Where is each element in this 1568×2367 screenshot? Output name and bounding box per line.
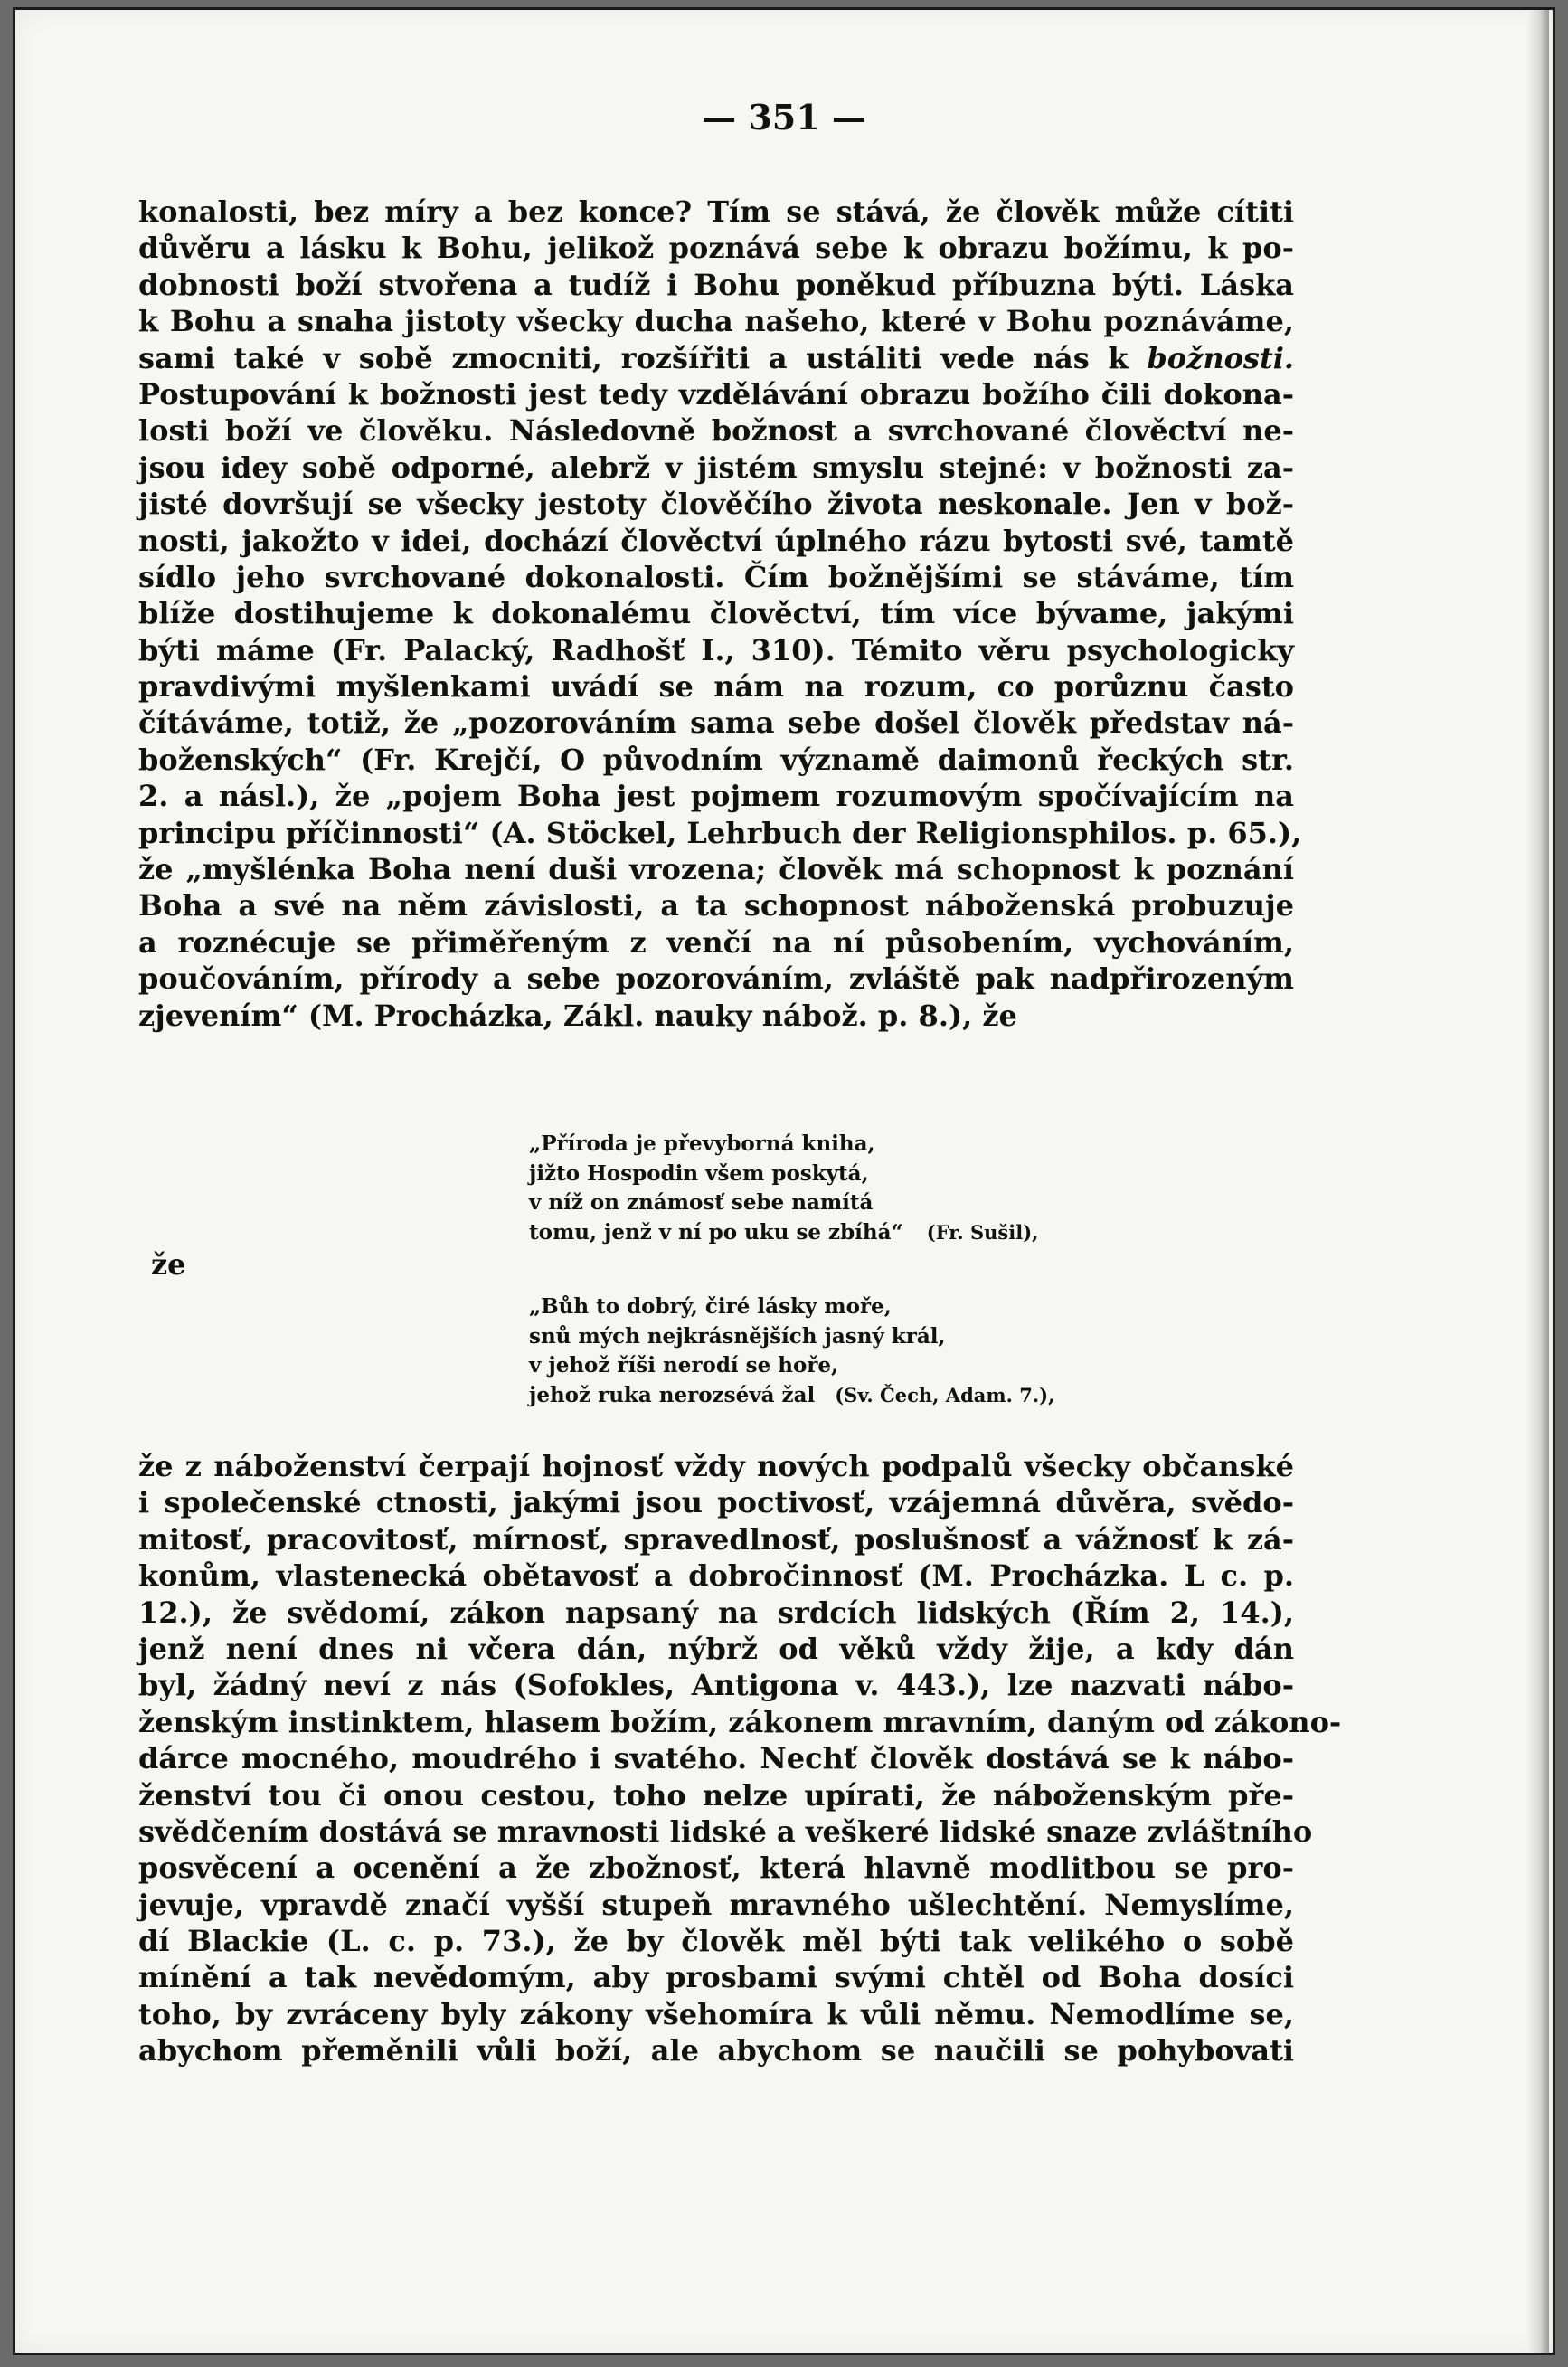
text-line: konům, vlastenecká obětavosť a dobročinnosť (M. Procházka. L c. p. (138, 1558, 1294, 1594)
text-line: jsou idey sobě odporné, alebrž v jistém smyslu stejné: v božnosti za- (138, 450, 1294, 485)
text-line: 2. a násl.), že „pojem Boha jest pojmem rozumovým spočívajícím na (138, 779, 1294, 814)
text-line: konalosti, bez míry a bez konce? Tím se stává, že člověk může cítiti (138, 194, 1294, 229)
poem-line-with-citation (529, 1381, 1054, 1411)
text-segment: sami také v sobě zmocniti, rozšířiti a ustáliti vede nás k (138, 340, 1129, 375)
text-line: sídlo jeho svrchované dokonalosti. Čím božnějšími se stáváme, tím (138, 559, 1294, 594)
text-line: 12.), že svědomí, zákon napsaný na srdcích lidských (Řím 2, 14.), (138, 1595, 1294, 1630)
poem-line: v jehož říši nerodí se hoře, (529, 1353, 839, 1378)
text-line: byl, žádný neví z nás (Sofokles, Antigona v. 443.), lze nazvati nábo- (138, 1668, 1294, 1703)
text-line: boženských“ (Fr. Krejčí, O původním významě daimonů řeckých str. (138, 742, 1294, 777)
text-line: dobnosti boží stvořena a tudíž i Bohu poněkud příbuzna býti. Láska (138, 267, 1294, 302)
poem-line-with-citation (529, 1218, 1038, 1248)
paragraph-bottom (138, 1448, 1342, 2069)
text-line: ženským instinktem, hlasem božím, zákonem mravním, daným od zákono- (138, 1704, 1342, 1739)
quote-poem-susil (529, 1130, 1038, 1247)
text-line: toho, by zvráceny byly zákony všehomíra k vůli němu. Nemodlíme se, (138, 1996, 1294, 2031)
poem-line: v níž on známosť sebe namítá (529, 1190, 874, 1215)
text-line: mínění a tak nevědomým, aby prosbami svými chtěl od Boha dosíci (138, 1960, 1294, 1995)
text-line: jenž není dnes ni včera dán, nýbrž od věků vždy žije, a kdy dán (138, 1631, 1294, 1666)
poem-line: snů mých nejkrásnějších jasný král, (529, 1323, 946, 1349)
text-line: i společenské ctnosti, jakými jsou poctivosť, vzájemná důvěra, svědo- (138, 1485, 1294, 1520)
text-line: abychom přeměnili vůli boží, ale abychom se naučili se pohybovati (138, 2033, 1294, 2069)
text-line: principu příčinnosti“ (A. Stöckel, Lehrbuch der Religionsphilos. p. 65.), (138, 815, 1302, 850)
poem-citation: (Sv. Čech, Adam. 7.), (835, 1383, 1055, 1406)
text-line: pravdivými myšlenkami uvádí se nám na rozum, co porůznu často (138, 669, 1294, 705)
text-line: Postupování k božnosti jest tedy vzdělávání obrazu božího čili dokona- (138, 376, 1294, 412)
text-line: zjevením“ (M. Procházka, Zákl. nauky nábož. p. 8.), že (138, 998, 1017, 1033)
poem-line: „Příroda je převyborná kniha, (529, 1131, 875, 1156)
text-line: jevuje, vpravdě značí vyšší stupeň mravného ušlechtění. Nemyslíme, (138, 1887, 1294, 1922)
text-line: býti máme (Fr. Palacký, Radhošť I., 310). Témito věru psychologicky (138, 632, 1294, 667)
poem-line: jižto Hospodin všem poskytá, (529, 1160, 869, 1186)
text-line: že „myšlénka Boha není duši vrozena; člověk má schopnost k poznání (138, 852, 1294, 887)
text-line: svědčením dostává se mravnosti lidské a veškeré lidské snaze zvláštního (138, 1813, 1313, 1849)
quote-lead-word: že (151, 1247, 186, 1282)
text-line: že z náboženství čerpají hojnosť vždy nových podpalů všecky občanské (138, 1449, 1294, 1483)
text-line-with-emphasis (138, 340, 1294, 376)
emphasis-word: božnosti. (1147, 340, 1295, 375)
text-line: blíže dostihujeme k dokonalému člověctví, tím více bývame, jakými (138, 596, 1294, 631)
text-line: jisté dovršují se všecky jestoty člověčího života neskonale. Jen v bož- (138, 487, 1294, 522)
text-line: losti boží ve člověku. Následovně božnost a svrchované člověctví ne- (138, 413, 1294, 449)
text-line: nosti, jakožto v idei, dochází člověctví úplného rázu bytosti své, tamtě (138, 523, 1294, 558)
text-line: mitosť, pracovitosť, mírnosť, spravedlnosť, poslušnosť a vážnosť k zá- (138, 1521, 1294, 1557)
text-line: dí Blackie (L. c. p. 73.), že by člověk měl býti tak velikého o sobě (138, 1924, 1294, 1959)
text-line: posvěcení a ocenění a že zbožnosť, která hlavně modlitbou se pro- (138, 1851, 1294, 1886)
text-line: a roznécuje se přiměřeným z venčí na ní působením, vychováním, (138, 924, 1294, 960)
quote-poem-cech (529, 1292, 1054, 1410)
text-line: k Bohu a snaha jistoty všecky ducha našeho, které v Bohu poznáváme, (138, 304, 1294, 339)
poem-line-text: tomu, jenž v ní po uku se zbíhá“ (529, 1219, 903, 1245)
text-line: ženství tou či onou cestou, toho nelze upírati, že náboženským pře- (138, 1777, 1294, 1813)
poem-line-text: jehož ruka nerozsévá žal (529, 1382, 816, 1407)
text-line: poučováním, přírody a sebe pozorováním, zvláště pak nadpřirozeným (138, 961, 1294, 997)
text-line: čítáváme, totiž, že „pozorováním sama sebe došel člověk představ ná- (138, 705, 1294, 741)
text-line: Boha a své na něm závislosti, a ta schopnost náboženská probuzuje (138, 888, 1294, 923)
page-spine-shadow (1525, 10, 1549, 2353)
poem-citation: (Fr. Sušil), (926, 1220, 1039, 1244)
text-line: důvěru a lásku k Bohu, jelikož poznává sebe k obrazu božímu, k po- (138, 231, 1294, 266)
book-page (13, 7, 1555, 2355)
page-number: — 351 — (702, 97, 866, 137)
paragraph-top (138, 194, 1302, 1034)
poem-line: „Bůh to dobrý, čiré lásky moře, (529, 1294, 892, 1319)
text-line: dárce mocného, moudrého i svatého. Nechť člověk dostává se k nábo- (138, 1741, 1294, 1776)
